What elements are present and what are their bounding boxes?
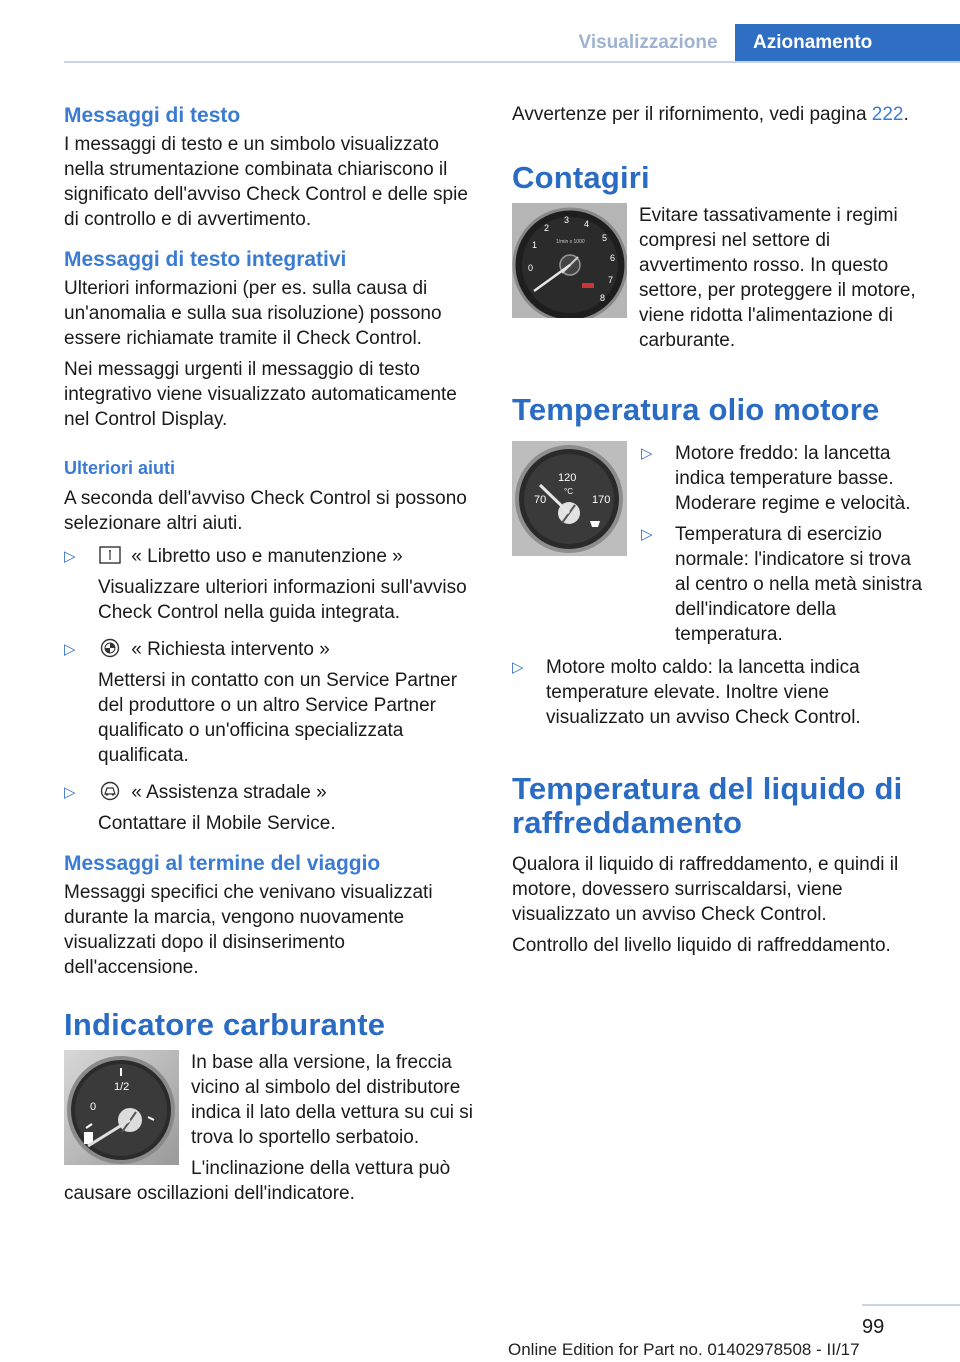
- oil-item-text: Motore freddo: la lancetta indica temperature basse. Moderare regime e velocità.: [675, 443, 911, 514]
- heading-messaggi-testo: Messaggi di testo: [64, 104, 241, 127]
- paragraph-carburante-2: L'inclinazione della vettura può causare oscillazioni dell'indicatore.: [64, 1158, 451, 1204]
- heading-messaggi-termine: Messaggi al termine del viaggio: [64, 852, 381, 875]
- paragraph-avvertenze: [512, 102, 926, 127]
- avvertenze-end: .: [903, 104, 909, 125]
- list-item: [512, 655, 926, 730]
- oil-gauge-label-120: 120: [558, 472, 577, 484]
- aid-label-richiesta: « Richiesta intervento »: [131, 639, 330, 660]
- triangle-bullet-icon: ▷: [64, 548, 76, 565]
- fuel-gauge-image: [64, 1050, 179, 1170]
- page-number: 99: [862, 1316, 885, 1338]
- paragraph-messaggi-termine: Messaggi specifici che venivano visualizzati durante la marcia, vengono nuovamente visualizzati dopo il disinserimento dell'accensione.: [64, 882, 433, 978]
- aid-desc-richiesta: Mettersi in contatto con un Service Partner del produttore o un altro Service Partner qualificato o un'officina specializzata qualificata.: [98, 670, 458, 766]
- paragraph-messaggi-testo: I messaggi di testo e un simbolo visualizzato nella strumentazione combinata chiariscono il significato dell'avviso Check Control e delle spie di controllo e di avvertimento.: [64, 134, 468, 230]
- paragraph-integrativi-1: Ulteriori informazioni (per es. sulla causa di un'anomalia e sulla sua risoluzione) possono essere richiamate tramite il Check Control.: [64, 278, 442, 349]
- tab-visualizzazione[interactable]: Visualizzazione: [578, 32, 718, 53]
- tacho-label-5: 5: [602, 233, 608, 243]
- heading-temperatura-olio: Temperatura olio motore: [512, 392, 880, 427]
- list-item: [641, 522, 926, 647]
- roadside-assistance-icon: [98, 781, 122, 801]
- tacho-unit-label: 1/min x 1000: [556, 239, 585, 245]
- oil-gauge-label-70: 70: [534, 494, 547, 506]
- tacho-label-0: 0: [528, 263, 534, 273]
- tachometer-image: [512, 203, 627, 323]
- oil-item-text: Motore molto caldo: la lancetta indica temperature elevate. Inoltre viene visualizzato un avviso Check Control.: [546, 657, 861, 728]
- oil-temperature-gauge-image: [512, 441, 627, 561]
- aid-desc-assistenza: Contattare il Mobile Service.: [98, 813, 336, 834]
- tab-azionamento[interactable]: Azionamento: [735, 24, 960, 62]
- oil-gauge-label-170: 170: [592, 494, 611, 506]
- paragraph-liquido-2: Controllo del livello liquido di raffreddamento.: [512, 935, 891, 956]
- paragraph-liquido-1: Qualora il liquido di raffreddamento, e quindi il motore, dovessero surriscaldarsi, viene visualizzato un avviso Check Control.: [512, 854, 899, 925]
- heading-messaggi-integrativi: Messaggi di testo integrativi: [64, 248, 347, 271]
- oil-temperature-list-cont: [512, 655, 926, 730]
- left-column: [64, 102, 480, 1206]
- header-rule: [64, 61, 960, 63]
- bmw-logo-icon: [98, 638, 122, 658]
- avvertenze-text: Avvertenze per il rifornimento, vedi pagina: [512, 104, 867, 125]
- list-item: [64, 637, 480, 768]
- tacho-label-6: 6: [610, 253, 616, 263]
- tacho-label-4: 4: [584, 219, 590, 229]
- aid-label-libretto: « Libretto uso e manutenzione »: [131, 546, 403, 567]
- paragraph-integrativi-2: Nei messaggi urgenti il messaggio di testo integrativo viene visualizzato automaticamente nel Control Display.: [64, 359, 457, 430]
- footer-edition: Online Edition for Part no. 01402978508 - II/17: [508, 1340, 860, 1359]
- page-link-222[interactable]: 222: [871, 104, 904, 125]
- triangle-bullet-icon: ▷: [641, 526, 653, 543]
- footer-rule: [862, 1304, 960, 1306]
- aids-list: [64, 544, 480, 836]
- triangle-bullet-icon: ▷: [512, 659, 524, 676]
- paragraph-ulteriori-aiuti: A seconda dell'avviso Check Control si possono selezionare altri aiuti.: [64, 488, 467, 534]
- heading-indicatore-carburante: Indicatore carburante: [64, 1007, 386, 1042]
- fuel-gauge-label-half: 1/2: [114, 1081, 130, 1093]
- fuel-gauge-label-0: 0: [90, 1101, 97, 1113]
- oil-temperature-list: [641, 441, 926, 647]
- aid-label-assistenza: « Assistenza stradale »: [131, 782, 327, 803]
- tacho-label-3: 3: [564, 215, 570, 225]
- aid-desc-libretto: Visualizzare ulteriori informazioni sull'avviso Check Control nella guida integrata.: [98, 577, 467, 623]
- list-item: [641, 441, 926, 516]
- heading-ulteriori-aiuti: Ulteriori aiuti: [64, 458, 176, 478]
- paragraph-carburante-1: In base alla versione, la freccia vicino al simbolo del distributore indica il lato della vettura su cui si trova lo sportello serbatoio.: [191, 1052, 473, 1148]
- tacho-label-1: 1: [532, 240, 538, 250]
- tacho-label-8: 8: [600, 293, 606, 303]
- heading-contagiri: Contagiri: [512, 160, 650, 195]
- oil-item-text: Temperatura di esercizio normale: l'indicatore si trova al centro o nella metà sinistra dell'indicatore della temperatura.: [675, 524, 923, 645]
- right-column: [512, 102, 926, 958]
- triangle-bullet-icon: ▷: [64, 784, 76, 801]
- list-item: [64, 544, 480, 625]
- tacho-label-7: 7: [608, 275, 614, 285]
- heading-temperatura-liquido: Temperatura del liquido di raffreddamento: [512, 771, 903, 840]
- manual-icon: [98, 545, 122, 565]
- tacho-label-2: 2: [544, 223, 550, 233]
- list-item: [64, 780, 480, 836]
- triangle-bullet-icon: ▷: [641, 445, 653, 462]
- triangle-bullet-icon: ▷: [64, 641, 76, 658]
- paragraph-contagiri: Evitare tassativamente i regimi compresi nel settore di avvertimento rosso. In questo settore, per proteggere il motore, viene ridotta l'alimentazione di carburante.: [639, 205, 916, 351]
- oil-gauge-unit: °C: [564, 487, 573, 496]
